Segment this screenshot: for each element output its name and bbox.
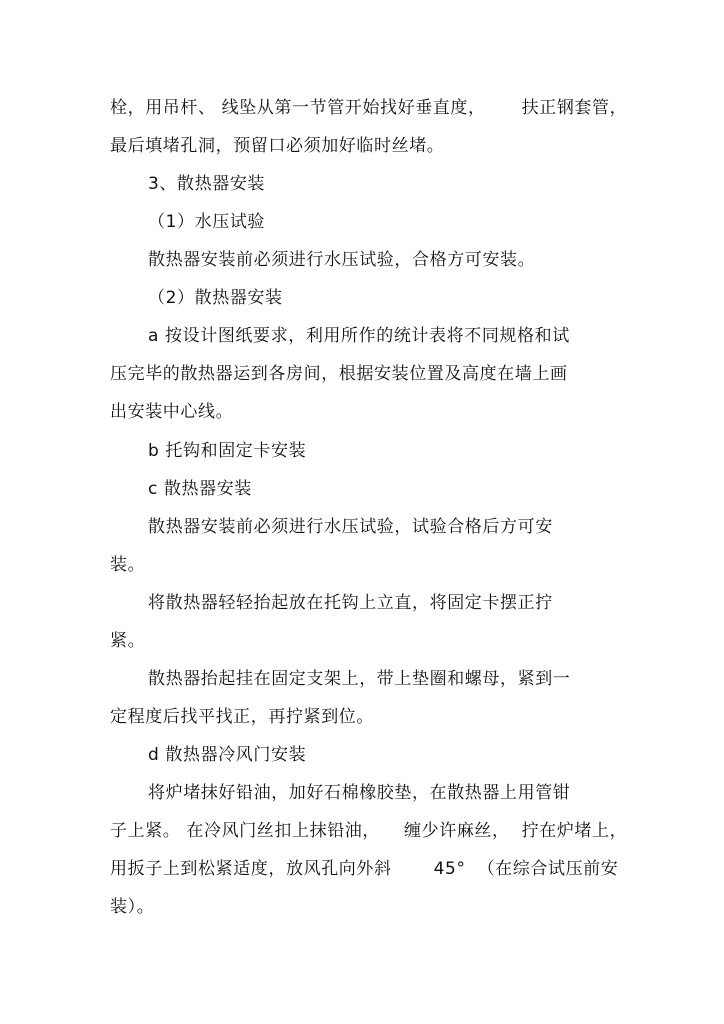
- text-line: 装）。: [110, 897, 155, 917]
- text-line: a 按设计图纸要求，利用所作的统计表将不同规格和试: [148, 326, 570, 346]
- item-heading: d 散热器冷风门安装: [148, 745, 307, 765]
- subsection-heading: （1）水压试验: [148, 212, 266, 232]
- text-line: 散热器安装前必须进行水压试验，试验合格后方可安: [148, 517, 553, 537]
- text-line: 压完毕的散热器运到各房间，根据安装位置及高度在墙上画: [110, 364, 568, 384]
- item-heading: b 托钩和固定卡安装: [148, 441, 307, 461]
- text-line: 用扳子上到松紧适度，放风孔向外斜 45° （在综合试压前安: [110, 859, 619, 879]
- text-line: 紧。: [110, 631, 146, 651]
- item-heading: c 散热器安装: [148, 479, 252, 499]
- section-heading: 3、散热器安装: [148, 174, 266, 194]
- text-line: 将炉堵抹好铅油，加好石棉橡胶垫，在散热器上用管钳: [148, 783, 571, 803]
- text-line: 散热器抬起挂在固定支架上，带上垫圈和螺母，紧到一: [148, 669, 571, 689]
- text-line: 定程度后找平找正，再拧紧到位。: [110, 707, 374, 727]
- text-line: 装。: [110, 555, 146, 575]
- text-line: 将散热器轻轻抬起放在托钩上立直，将固定卡摆正拧: [148, 593, 553, 613]
- text-line: 子上紧。 在冷风门丝扣上抹铅油， 缠少许麻丝， 拧在炉堵上，: [110, 821, 628, 841]
- text-line: 栓，用吊杆、 线坠从第一节管开始找好垂直度， 扶正钢套管，: [110, 98, 628, 118]
- text-line: 散热器安装前必须进行水压试验，合格方可安装。: [148, 250, 536, 270]
- text-line: 出安装中心线。: [110, 402, 234, 422]
- subsection-heading: （2）散热器安装: [148, 288, 283, 308]
- text-line: 最后填堵孔洞，预留口必须加好临时丝堵。: [110, 136, 445, 156]
